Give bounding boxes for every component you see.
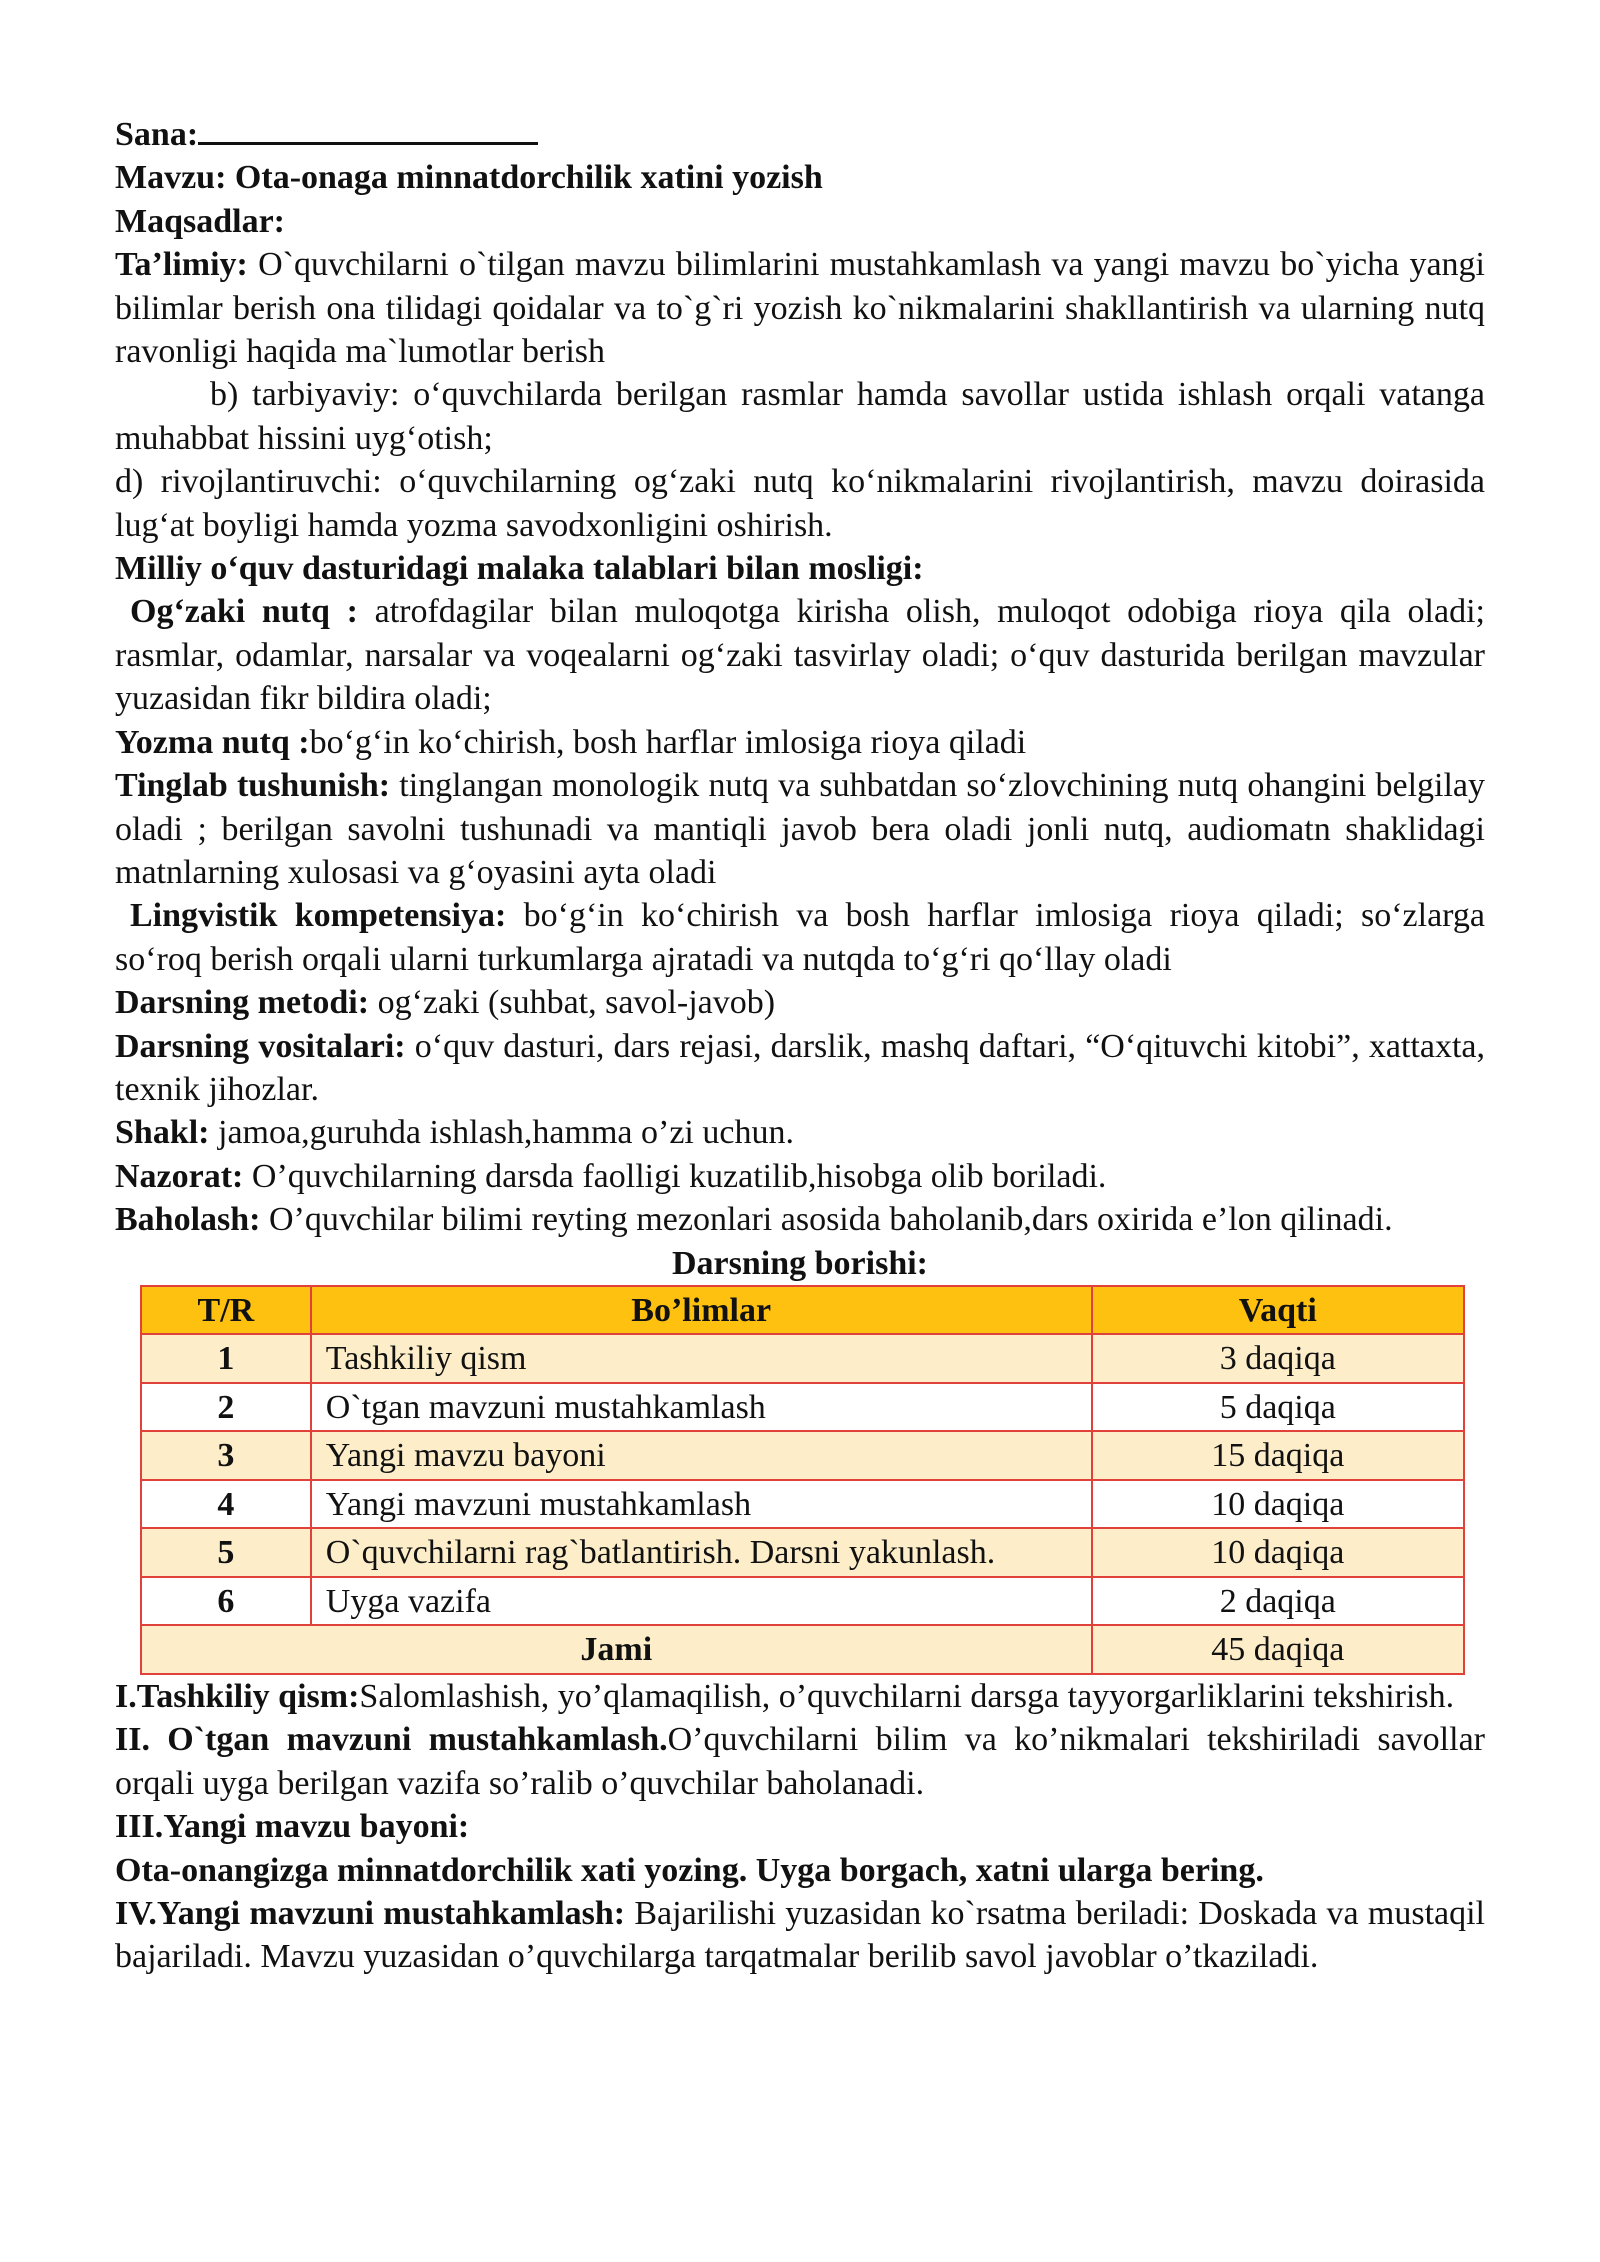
written-speech-text: bo‘g‘in ko‘chirish, bosh harflar imlosiga rioya qiladi (309, 723, 1027, 761)
row-time: 2 daqiqa (1092, 1577, 1464, 1626)
goal-developmental: d) rivojlantiruvchi: o‘quvchilarning og‘zaki nutq ko‘nikmalarini rivojlantirish, mavzu doirasida lug‘at boyligi hamda yozma savodxonligini oshirish. (115, 463, 1485, 544)
total-time: 45 daqiqa (1092, 1625, 1464, 1674)
linguistic-label: Lingvistik kompetensiya: (130, 897, 507, 935)
lesson-method-text: og‘zaki (suhbat, savol-javob) (369, 984, 776, 1022)
goals-heading: Maqsadlar: (115, 202, 285, 240)
date-blank (198, 112, 538, 145)
goal-upbringing: b) tarbiyaviy: o‘quvchilarda berilgan rasmlar hamda savollar ustida ishlash orqali vatanga muhabbat hissini uyg‘otish; (115, 376, 1485, 457)
oral-speech (115, 590, 1485, 720)
lesson-control (115, 1155, 1485, 1198)
total-label: Jami (141, 1625, 1092, 1674)
lesson-method-label: Darsning metodi: (115, 984, 370, 1022)
oral-speech-label: Og‘zaki nutq : (130, 593, 358, 631)
listening (115, 764, 1485, 894)
stage-4-label: IV.Yangi mavzuni mustahkamlash: (115, 1895, 626, 1932)
lesson-tools-label: Darsning vositalari: (115, 1027, 406, 1065)
linguistic (115, 894, 1485, 981)
topic-label: Mavzu: (115, 159, 227, 197)
stage-1-label: I.Tashkiliy qism: (115, 1677, 360, 1715)
row-section: Yangi mavzu bayoni (311, 1431, 1092, 1480)
topic-line (115, 156, 1485, 199)
lesson-assessment (115, 1198, 1485, 1241)
row-time: 3 daqiqa (1092, 1334, 1464, 1383)
row-section: Yangi mavzuni mustahkamlash (311, 1480, 1092, 1529)
goal-educational-text: O`quvchilarni o`tilgan mavzu bilimlarini mustahkamlash va yangi mavzu bo`yicha yangi bilimlar berish ona tilidagi qoidalar va to`g`ri yozish ko`nikmalarini shakllantirish va ularning nutq ravonligi haqida ma`lumotlar berish (115, 246, 1485, 371)
row-time: 5 daqiqa (1092, 1383, 1464, 1432)
row-time: 10 daqiqa (1092, 1528, 1464, 1577)
row-number: 5 (141, 1528, 311, 1577)
date-label: Sana: (115, 116, 199, 153)
table-row (141, 1383, 1464, 1432)
stage-1-text: Salomlashish, yo’qlamaqilish, o’quvchilarni darsga tayyorgarliklarini tekshirish. (359, 1677, 1455, 1715)
table-row (141, 1577, 1464, 1626)
row-time: 10 daqiqa (1092, 1480, 1464, 1529)
written-speech (115, 721, 1485, 764)
linguistic-text: bo‘g‘in ko‘chirish va bosh harflar imlosiga rioya qiladi; so‘zlarga so‘roq berish orqali ularni turkumlarga ajratadi va nutqda to‘g‘ri qo‘llay oladi (115, 897, 1485, 978)
row-number: 4 (141, 1480, 311, 1529)
stage-3-label: III.Yangi mavzu bayoni: (115, 1808, 470, 1846)
lesson-tools (115, 1025, 1485, 1112)
lesson-form-text: jamoa,guruhda ishlash,hamma o’zi uchun. (209, 1114, 794, 1152)
header-time: Vaqti (1092, 1286, 1464, 1335)
row-section: Tashkiliy qism (311, 1334, 1092, 1383)
stage-3-task: Ota-onangizga minnatdorchilik xati yozing. Uyga borgach, xatni ularga bering. (115, 1851, 1264, 1889)
topic-text: Ota-onaga minnatdorchilik xatini yozish (234, 159, 823, 197)
lesson-control-label: Nazorat: (115, 1157, 244, 1195)
row-section: Uyga vazifa (311, 1577, 1092, 1626)
table-title: Darsning borishi: (672, 1244, 928, 1282)
lesson-form-label: Shakl: (115, 1114, 210, 1152)
stage-4-text: Bajarilishi yuzasidan ko`rsatma beriladi: Doskada va mustaqil bajariladi. Mavzu yuzasidan o’quvchilarga tarqatmalar berilib savol javoblar o’tkaziladi. (115, 1895, 1486, 1976)
goal-educational (115, 243, 1485, 373)
stage-4 (115, 1892, 1485, 1979)
lesson-form (115, 1111, 1485, 1154)
table-row (141, 1431, 1464, 1480)
table-row (141, 1480, 1464, 1529)
header-sections: Bo’limlar (311, 1286, 1092, 1335)
lesson-tools-text: o‘quv dasturi, dars rejasi, darslik, mashq daftari, “O‘qituvchi kitobi”, xattaxta, texnik jihozlar. (115, 1027, 1485, 1108)
stage-2-label: II. O`tgan mavzuni mustahkamlash. (115, 1721, 668, 1759)
row-number: 3 (141, 1431, 311, 1480)
stage-1 (115, 1675, 1485, 1718)
table-row (141, 1528, 1464, 1577)
date-line (115, 112, 1485, 156)
standards-heading: Milliy o‘quv dasturidagi malaka talablari bilan mosligi: (115, 550, 924, 588)
listening-label: Tinglab tushunish: (115, 767, 391, 805)
lesson-assessment-label: Baholash: (115, 1201, 261, 1239)
stage-2 (115, 1718, 1485, 1805)
row-section: O`quvchilarni rag`batlantirish. Darsni yakunlash. (311, 1528, 1092, 1577)
row-number: 2 (141, 1383, 311, 1432)
lesson-schedule-table (140, 1285, 1465, 1675)
row-number: 6 (141, 1577, 311, 1626)
lesson-method (115, 981, 1485, 1024)
written-speech-label: Yozma nutq : (115, 723, 310, 761)
header-number: T/R (141, 1286, 311, 1335)
row-section: O`tgan mavzuni mustahkamlash (311, 1383, 1092, 1432)
stage-2-text: O’quvchilarni bilim va ko’nikmalari tekshiriladi savollar orqali uyga berilgan vazifa so’ralib o’quvchilar baholanadi. (115, 1721, 1485, 1802)
lesson-assessment-text: O’quvchilar bilimi reyting mezonlari asosida baholanib,dars oxirida e’lon qilinadi. (260, 1201, 1393, 1239)
table-header-row (141, 1286, 1464, 1335)
row-number: 1 (141, 1334, 311, 1383)
row-time: 15 daqiqa (1092, 1431, 1464, 1480)
lesson-plan-page (115, 112, 1485, 1979)
table-total-row (141, 1625, 1464, 1674)
goal-educational-label: Ta’limiy: (115, 246, 248, 284)
lesson-control-text: O’quvchilarning darsda faolligi kuzatilib,hisobga olib boriladi. (243, 1157, 1107, 1195)
table-row (141, 1334, 1464, 1383)
listening-text: tinglangan monologik nutq va suhbatdan so‘zlovchining nutq ohangini belgilay oladi ; berilgan savolni tushunadi va mantiqli javob bera oladi jonli nutq, audiomatn shaklidagi matnlarning xulosasi va g‘oyasini ayta oladi (115, 767, 1486, 891)
oral-speech-text: atrofdagilar bilan muloqotga kirisha olish, muloqot odobiga rioya qila oladi; rasmlar, odamlar, narsalar va voqealarni og‘zaki tasvirlay oladi; o‘quv dasturida berilgan mavzular yuzasidan fikr bildira oladi; (115, 593, 1485, 718)
